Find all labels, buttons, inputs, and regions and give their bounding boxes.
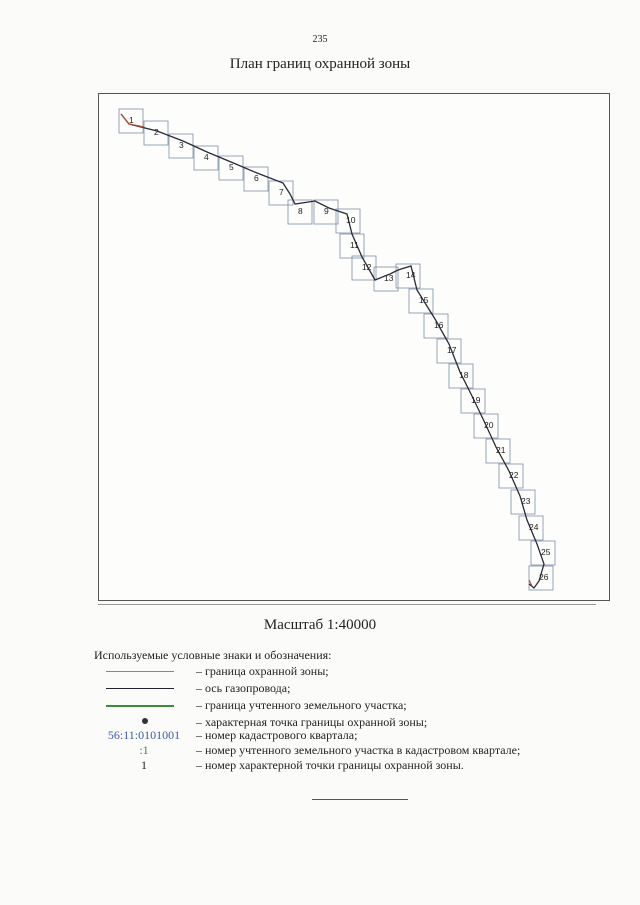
page-title: План границ охранной зоны [229, 56, 411, 72]
legend-item-pipeline-axis [0, 681, 640, 695]
pipeline-axis-line [121, 114, 544, 588]
point-label-17: 17 [447, 345, 457, 355]
point-label-6: 6 [254, 173, 259, 183]
legend-description: – граница учтенного земельного участка; [196, 698, 407, 712]
legend-description: – номер кадастрового квартала; [196, 728, 358, 742]
point-label-11: 11 [350, 240, 359, 250]
scale-label: Масштаб 1:40000 [263, 617, 377, 633]
signature-line [312, 799, 408, 800]
page-number: 235 [312, 34, 328, 45]
point-label-20: 20 [484, 420, 494, 430]
point-label-24: 24 [529, 522, 539, 532]
pipeline-axis-symbol [106, 688, 174, 689]
divider-line [98, 604, 596, 605]
legend-item-parcel-border [0, 698, 640, 712]
legend-description: – номер учтенного земельного участка в кадастровом квартале; [196, 743, 521, 757]
parcel-border-symbol [106, 705, 174, 707]
parcel-number-symbol: :1 [139, 743, 149, 757]
point-label-15: 15 [419, 295, 429, 305]
legend-description: – ось газопровода; [196, 681, 291, 695]
point-label-21: 21 [496, 445, 506, 455]
map-plan [99, 94, 611, 602]
point-label-19: 19 [471, 395, 481, 405]
legend-description: – характерная точка границы охранной зоны; [196, 715, 428, 729]
point-label-8: 8 [298, 206, 303, 216]
point-label-13: 13 [384, 273, 394, 283]
point-label-7: 7 [279, 187, 284, 197]
legend-item-cadastral-quarter [0, 728, 640, 742]
point-label-26: 26 [539, 572, 549, 582]
point-label-1: 1 [129, 115, 134, 125]
map-frame [98, 93, 610, 601]
point-label-2: 2 [154, 127, 159, 137]
legend-item-zone-border [0, 664, 640, 678]
boundary-point-symbol [142, 718, 148, 724]
legend-description: – номер характерной точки границы охранной зоны. [196, 758, 464, 772]
point-label-25: 25 [541, 547, 551, 557]
legend-item-parcel-number [0, 743, 640, 757]
point-label-4: 4 [204, 152, 209, 162]
point-label-23: 23 [521, 496, 531, 506]
cadastral-quarter-symbol: 56:11:0101001 [107, 728, 181, 742]
legend-description: – граница охранной зоны; [196, 664, 329, 678]
point-label-16: 16 [434, 320, 444, 330]
legend-heading: Используемые условные знаки и обозначения: [94, 648, 332, 662]
point-label-18: 18 [459, 370, 469, 380]
point-label-14: 14 [406, 270, 416, 280]
point-label-9: 9 [324, 206, 329, 216]
point-label-10: 10 [346, 215, 356, 225]
point-label-5: 5 [229, 162, 234, 172]
zone-border-symbol [106, 671, 174, 672]
point-label-12: 12 [362, 262, 372, 272]
legend-item-boundary-point [0, 715, 640, 729]
legend-item-point-number [0, 758, 640, 772]
point-number-symbol: 1 [141, 758, 147, 772]
point-label-22: 22 [509, 470, 519, 480]
point-label-3: 3 [179, 140, 184, 150]
